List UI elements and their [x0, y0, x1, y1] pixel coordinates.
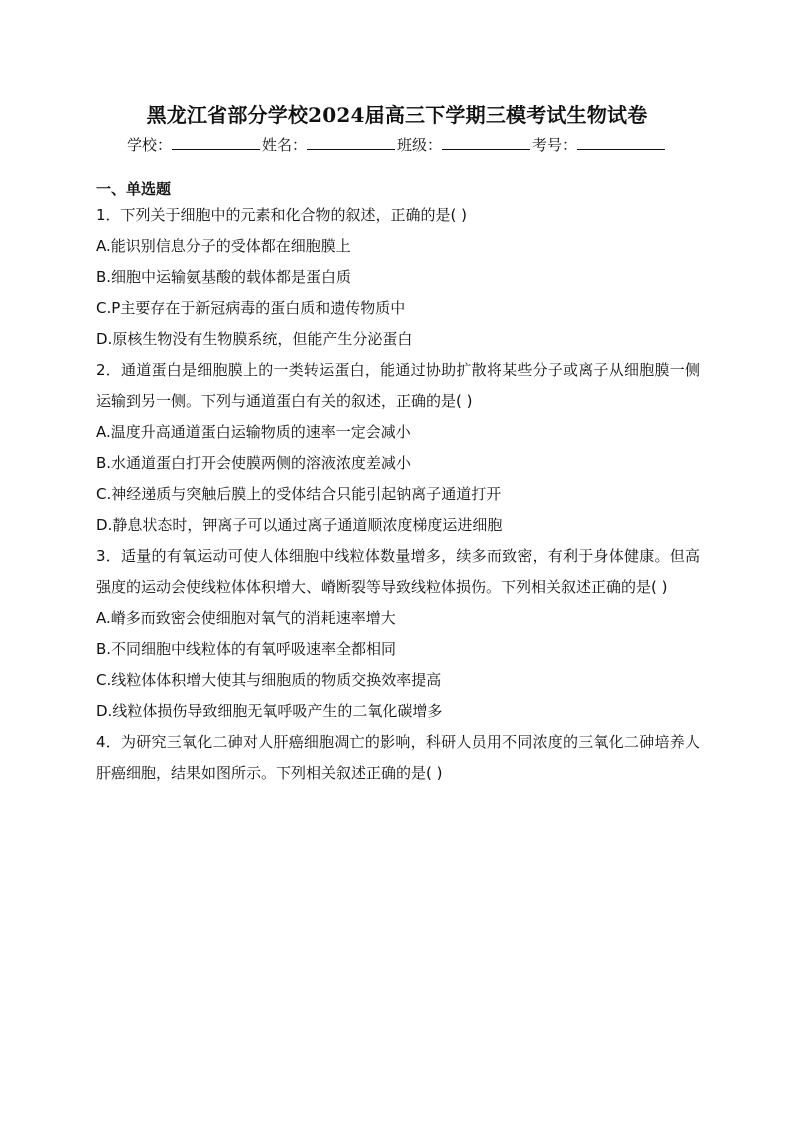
question-1-option-b: B.细胞中运输氨基酸的载体都是蛋白质: [96, 268, 352, 286]
question-list: [96, 200, 700, 789]
question-2-option-c: C.神经递质与突触后膜上的受体结合只能引起钠离子通道打开: [96, 485, 502, 503]
question-3-option-c: C.线粒体体积增大使其与细胞质的物质交换效率提高: [96, 671, 442, 689]
info-label: 考号：: [532, 136, 578, 154]
section-heading: 一、单选题: [96, 180, 172, 198]
info-label: 学校：: [126, 136, 172, 154]
question-2-option-b: B.水通道蛋白打开会使膜两侧的溶液浓度差减小: [96, 454, 412, 472]
class-blank: [442, 135, 530, 150]
exam-title: 黑龙江省部分学校2024届高三下学期三模考试生物试卷: [146, 103, 648, 127]
question-3-option-b: B.不同细胞中线粒体的有氧呼吸速率全都相同: [96, 640, 397, 658]
question-3-option-a: A.嵴多而致密会使细胞对氧气的消耗速率增大: [96, 609, 396, 627]
info-field-name: [262, 134, 397, 156]
question-stem-1: 1．下列关于细胞中的元素和化合物的叙述，正确的是( ): [96, 206, 468, 224]
question-1-option-a: A.能识别信息分子的受体都在细胞膜上: [96, 237, 351, 255]
question-stem-2: 2．通道蛋白是细胞膜上的一类转运蛋白，能通过协助扩散将某些分子或离子从细胞膜一侧运输到另一侧。下列与通道蛋白有关的叙述，正确的是( ): [96, 361, 700, 410]
question-1-option-c: C.P主要存在于新冠病毒的蛋白质和遗传物质中: [96, 299, 406, 317]
info-field-school: [127, 134, 262, 156]
question-stem-3: 3．适量的有氧运动可使人体细胞中线粒体数量增多，续多而致密，有利于身体健康。但高强度的运动会使线粒体体积增大、嵴断裂等导致线粒体损伤。下列相关叙述正确的是( ): [96, 547, 700, 596]
question-3-option-d: D.线粒体损伤导致细胞无氧呼吸产生的二氧化碳增多: [96, 702, 443, 720]
name-blank: [307, 135, 395, 150]
question-2-option-d: D.静息状态时，钾离子可以通过离子通道顺浓度梯度运进细胞: [96, 516, 503, 534]
info-field-class: [397, 134, 532, 156]
question-1-option-d: D.原核生物没有生物膜系统，但能产生分泌蛋白: [96, 330, 413, 348]
student-info-line: [0, 134, 794, 156]
exam-number-blank: [577, 135, 665, 150]
question-stem-4: 4．为研究三氧化二砷对人肝癌细胞凋亡的影响，科研人员用不同浓度的三氧化二砷培养人肝癌细胞，结果如图所示。下列相关叙述正确的是( ): [96, 733, 700, 782]
question-2-option-a: A.温度升高通道蛋白运输物质的速率一定会减小: [96, 423, 411, 441]
info-label: 班级：: [397, 136, 443, 154]
info-field-exam-number: [532, 134, 667, 156]
school-blank: [172, 135, 260, 150]
info-label: 姓名：: [261, 136, 307, 154]
